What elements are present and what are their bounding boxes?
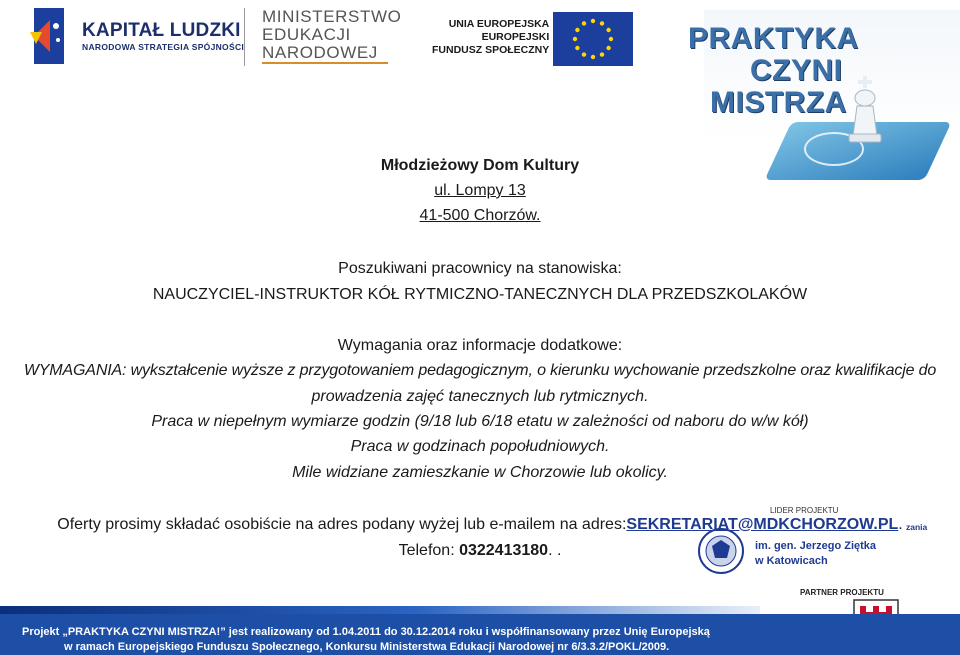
offer-line xyxy=(0,516,960,534)
position-title: NAUCZYCIEL-INSTRUKTOR KÓŁ RYTMICZNO-TANECZNYCH DLA PRZEDSZKOLAKÓW xyxy=(152,286,808,303)
project-logo-line-2: CZYNI xyxy=(750,54,843,87)
logo-divider xyxy=(244,8,245,66)
requirements-line-4: Praca w godzinach popołudniowych. xyxy=(350,438,610,455)
offer-text: Oferty prosimy składać osobiście na adres podany wyżej lub e-mailem na adres: xyxy=(57,516,627,533)
ue-line-1: UNIA EUROPEJSKA xyxy=(448,18,550,30)
ministry-line-3: NARODOWEJ xyxy=(262,43,378,62)
ue-line-3: FUNDUSZ SPOŁECZNY xyxy=(432,44,550,56)
kapital-ludzki-logo-icon xyxy=(28,6,68,66)
phone-label: Telefon: xyxy=(398,542,460,559)
ministry-underline xyxy=(262,62,388,64)
email-suffix: . xyxy=(898,516,903,533)
address-city-text: 41-500 Chorzów. xyxy=(419,207,541,224)
ministry-logo xyxy=(262,8,401,62)
partner-label: PARTNER PROJEKTU xyxy=(800,588,884,597)
requirements-heading: Wymagania oraz informacje dodatkowe: xyxy=(337,337,623,354)
ue-line-2: EUROPEJSKI xyxy=(481,31,550,43)
project-logo-line-1: PRAKTYKA xyxy=(688,22,859,55)
address-street xyxy=(0,182,960,200)
ministry-line-2: EDUKACJI xyxy=(262,25,351,44)
phone-suffix: . . xyxy=(548,542,562,559)
footer-line-1: Projekt „PRAKTYKA CZYNI MISTRZA!” jest realizowany od 1.04.2011 do 30.12.2014 roku i współfinansowany przez Unię Europejską xyxy=(22,626,710,638)
footer-sweep xyxy=(0,606,760,614)
posting-intro: Poszukiwani pracownicy na stanowiska: xyxy=(338,260,622,277)
lider-side-text: zania xyxy=(906,522,928,532)
lider-label: LIDER PROJEKTU xyxy=(770,506,839,515)
phone-line xyxy=(0,542,960,560)
eu-fund-text xyxy=(432,18,549,57)
email-link[interactable]: SEKRETARIAT@MDKCHORZOW.PL xyxy=(626,516,899,533)
chess-king-icon xyxy=(845,76,885,146)
institution-name: Młodzieżowy Dom Kultury xyxy=(380,157,580,174)
kapital-ludzki-title: KAPITAŁ LUDZKI xyxy=(82,20,241,41)
footer-line-2: w ramach Europejskiego Funduszu Społecznego, Konkursu Ministerstwa Edukacji Narodowej nr 6/3.3.2/POKL/2009. xyxy=(64,641,670,653)
phone-number: 0322413180 xyxy=(459,542,549,559)
requirements-line-3: Praca w niepełnym wymiarze godzin (9/18 lub 6/18 etatu w zależności od naboru do w/w kół) xyxy=(151,413,809,430)
address-street-text: ul. Lompy 13 xyxy=(434,182,526,199)
ministry-line-1: MINISTERSTWO xyxy=(262,7,402,26)
project-logo-line-3: MISTRZA xyxy=(710,86,847,119)
kapital-ludzki-subtitle: NARODOWA STRATEGIA SPÓJNOŚCI xyxy=(82,42,245,52)
requirements-line-1: WYMAGANIA: wykształcenie wyższe z przygotowaniem pedagogicznym, o kierunku wychowanie przedszkolne oraz kwalifikacje do xyxy=(23,362,937,379)
requirements-line-2: prowadzenia zajęć tanecznych lub rytmicznych. xyxy=(311,388,649,405)
eu-flag-icon xyxy=(553,12,633,66)
requirements-line-5: Mile widziane zamieszkanie w Chorzowie lub okolicy. xyxy=(292,464,668,481)
address-city xyxy=(0,207,960,225)
lider-name-line-2: w Katowicach xyxy=(755,555,828,567)
lider-name-line-1: im. gen. Jerzego Ziętka xyxy=(755,540,877,552)
